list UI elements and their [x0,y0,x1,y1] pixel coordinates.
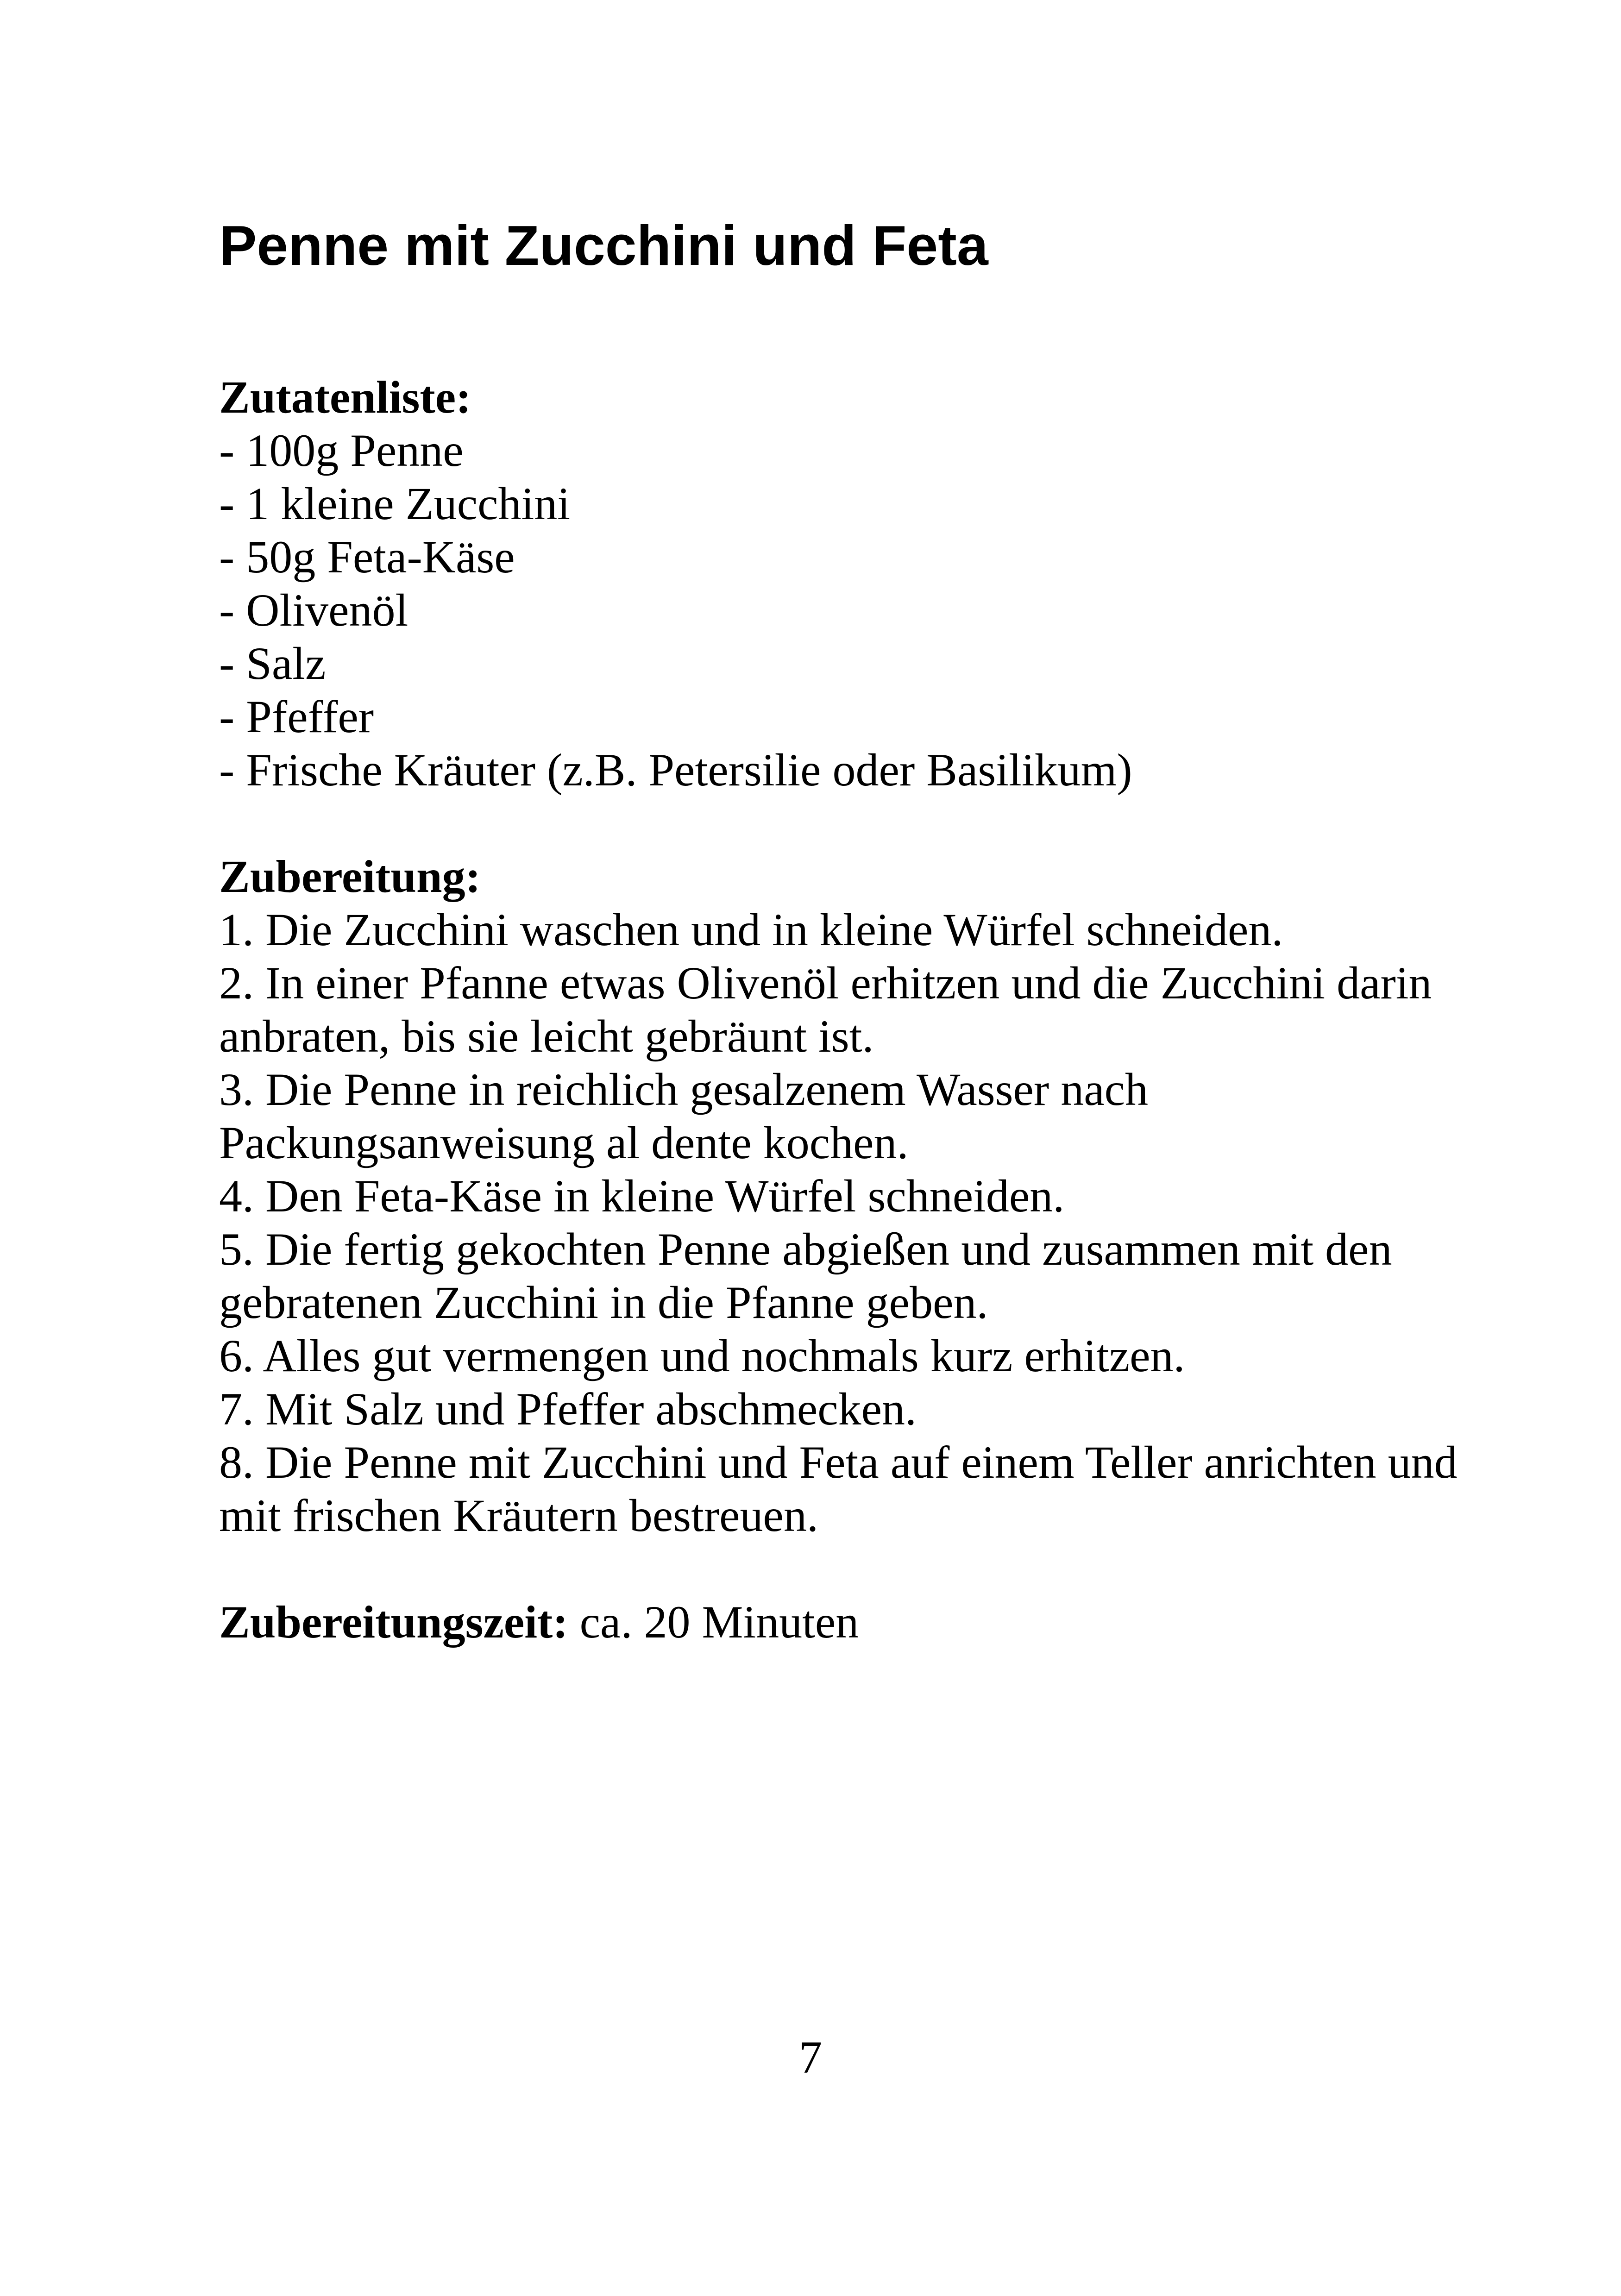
preparation-step: 4. Den Feta-Käse in kleine Würfel schneiden. [219,1170,1065,1222]
preparation-step: 7. Mit Salz und Pfeffer abschmecken. [219,1383,917,1435]
recipe-title: Penne mit Zucchini und Feta [219,214,988,277]
preparation-step: 3. Die Penne in reichlich gesalzenem Wasser nach Packungsanweisung al dente kochen. [219,1064,1149,1169]
preparation-step: 6. Alles gut vermengen und nochmals kurz erhitzen. [219,1330,1185,1382]
ingredient-item: - Pfeffer [219,691,374,743]
recipe-body [219,370,1479,1649]
recipe-content [219,213,1479,1649]
page-number: 7 [799,2032,822,2083]
preparation-step: 1. Die Zucchini waschen und in kleine Würfel schneiden. [219,904,1283,956]
preparation-step: 5. Die fertig gekochten Penne abgießen und zusammen mit den gebratenen Zucchini in die Pfanne geben. [219,1223,1392,1329]
ingredient-item: - Frische Kräuter (z.B. Petersilie oder Basilikum) [219,744,1132,796]
preparation-step: 8. Die Penne mit Zucchini und Feta auf einem Teller anrichten und mit frischen Kräutern bestreuen. [219,1437,1458,1542]
section-spacer [219,1542,1479,1595]
ingredient-item: - 50g Feta-Käse [219,531,515,583]
ingredients-list [219,424,1479,797]
preparation-steps [219,903,1479,1542]
ingredient-item: - 100g Penne [219,425,464,477]
preparation-time-value: ca. 20 Minuten [579,1596,859,1648]
ingredient-item: - Olivenöl [219,584,408,636]
section-spacer [219,797,1479,850]
preparation-heading: Zubereitung: [219,851,481,903]
preparation-time-label: Zubereitungszeit: [219,1596,568,1648]
ingredients-heading: Zutatenliste: [219,371,471,423]
preparation-step: 2. In einer Pfanne etwas Olivenöl erhitzen und die Zucchini darin anbraten, bis sie leicht gebräunt ist. [219,957,1432,1062]
preparation-time [219,1595,1479,1649]
ingredient-item: - 1 kleine Zucchini [219,478,571,530]
ingredient-item: - Salz [219,638,326,690]
